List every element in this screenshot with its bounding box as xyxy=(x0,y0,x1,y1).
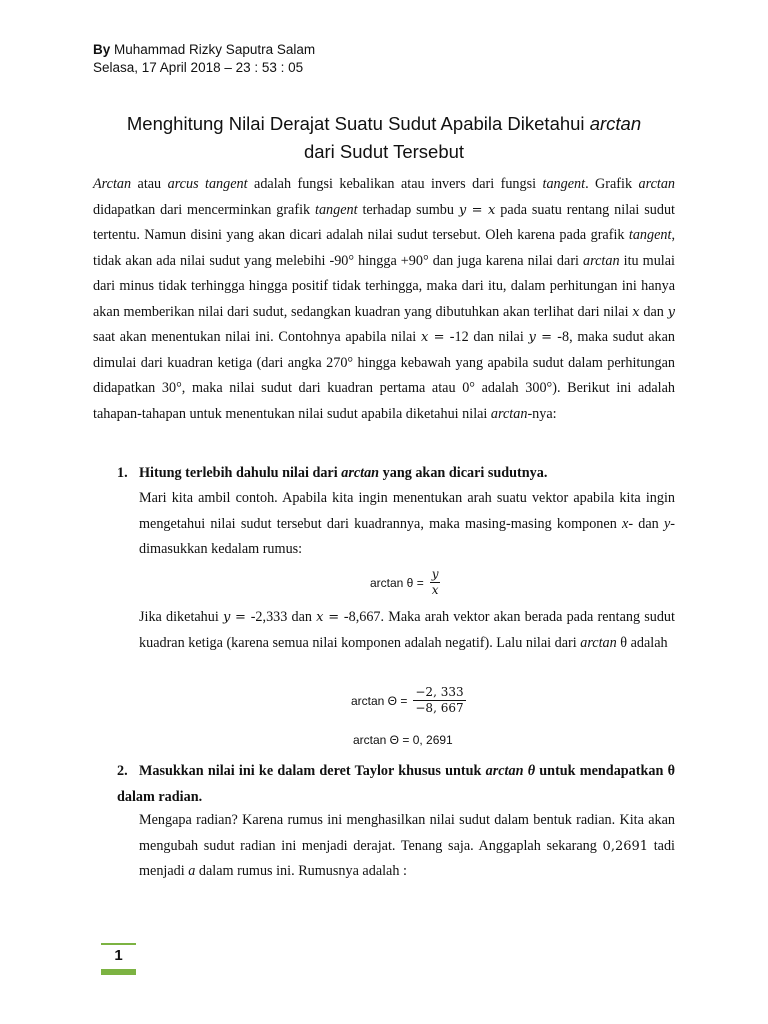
document-header xyxy=(93,41,315,77)
footer-accent-bar xyxy=(101,943,136,945)
text: - dimasukkan kedalam rumus: xyxy=(139,515,675,557)
title-italic: arctan xyxy=(589,113,642,134)
text: -12 dan nilai xyxy=(449,329,529,345)
math-x-eq: x = xyxy=(420,330,450,345)
document-title xyxy=(60,110,708,166)
title-text: Menghitung Nilai Derajat Suatu Sudut Apabila Diketahui xyxy=(126,113,590,134)
text: terhadap sumbu xyxy=(357,201,459,218)
step-2-heading xyxy=(117,759,675,810)
term-tangent: tangent xyxy=(542,176,586,192)
equation-arctan-result xyxy=(353,733,456,747)
text: dalam rumus ini. Rumusnya adalah : xyxy=(195,863,407,879)
text: saat akan menentukan nilai ini. Contohnya apabila nilai xyxy=(93,329,421,345)
equation-lhs: arctan θ = xyxy=(370,575,424,590)
text: atau xyxy=(131,176,168,192)
math-y-eq: y = xyxy=(528,330,558,345)
step-number: 2. xyxy=(117,763,128,779)
step-number: 1. xyxy=(117,465,128,481)
numerator: −2, 333 xyxy=(415,685,464,699)
text: didapatkan dari mencerminkan grafik xyxy=(93,201,315,218)
text: , tidak akan ada nilai sudut yang melebihi -90° hingga +90° dan juga karena nilai dari xyxy=(93,227,675,269)
text: dan xyxy=(639,303,668,320)
text: -2,333 dan xyxy=(250,609,317,625)
text: . Grafik xyxy=(585,176,633,192)
text: pada suatu rentang nilai sudut tertentu. Namun disini yang akan dicari adalah nilai sudut tersebut. Oleh karena pada grafik xyxy=(93,201,675,243)
text: itu mulai dari minus tidak terhingga hingga positif tidak terhingga, maka dari itu, dalam perhitungan ini hanya akan memberikan nilai dari sudut, sedangkan kuadran yang dibutuhkan akan terlihat dari nilai xyxy=(93,252,675,320)
term-arctan: arctan xyxy=(580,634,617,651)
text: Mari kita ambil contoh. Apabila kita ingin menentukan arah suatu vektor apabila kita ingin mengetahui nilai sudut tersebut dari kuadrannya, maka masing-masing komponen xyxy=(139,490,675,532)
footer-accent-bar xyxy=(101,969,136,975)
numerator: y xyxy=(431,567,439,581)
page-footer xyxy=(101,943,136,975)
title-line-2: dari Sudut Tersebut xyxy=(303,141,465,162)
term-arctan: arctan xyxy=(583,252,620,269)
step-1-body-2 xyxy=(139,605,675,656)
math-y-eq: y = xyxy=(222,610,251,625)
text: -8,667. Maka arah vektor akan berada pada rentang sudut kuadran ketiga (karena semua nilai komponen adalah negatif). Lalu nilai dari xyxy=(139,609,675,651)
math-x: x xyxy=(632,304,640,320)
author-name: Muhammad Rizky Saputra Salam xyxy=(114,42,316,57)
term-arctan: arctan xyxy=(638,176,676,192)
text: -8, maka sudut akan dimulai dari kuadran ketiga (dari angka 270° hingga kebawah yang apabila sudut dalam perhitungan didapatkan 30°, maka nilai sudut dari kuadran pertama atau 0° adalah 300°). Berikut ini adalah tahapan-tahapan untuk menentukan nilai sudut apabila diketahui nilai xyxy=(93,329,675,422)
denominator: x xyxy=(431,583,439,597)
term-arctan: arctan xyxy=(490,405,528,422)
math-x: x xyxy=(622,515,629,532)
denominator: −8, 667 xyxy=(415,701,464,715)
term-tangent: tangent xyxy=(315,201,358,218)
text: θ adalah xyxy=(616,634,668,651)
text: Masukkan nilai ini ke dalam deret Taylor khusus untuk xyxy=(139,763,486,779)
term-arctan: arctan xyxy=(341,465,380,481)
step-2-body xyxy=(139,808,675,885)
math-a: a xyxy=(188,863,196,879)
text: Hitung terlebih dahulu nilai dari xyxy=(139,465,342,481)
equation-result: arctan Θ = 0, 2691 xyxy=(353,733,453,747)
fraction xyxy=(430,567,441,598)
text: untuk mendapatkan θ dalam radian. xyxy=(117,763,676,805)
text: Mengapa radian? Karena rumus ini menghasilkan nilai sudut dalam bentuk radian. Kita akan mengubah sudut radian ini menjadi derajat. Tenang saja. Anggaplah sekarang xyxy=(139,812,675,854)
term-tangent: tangent xyxy=(628,227,672,243)
equation-arctan-fraction xyxy=(351,685,466,716)
author-line xyxy=(93,41,315,59)
fraction xyxy=(413,685,465,716)
by-label: By xyxy=(93,42,111,57)
term-arctan: Arctan xyxy=(93,176,132,192)
text: adalah fungsi kebalikan atau invers dari fungsi xyxy=(247,176,543,192)
term-arcus-tangent: arcus tangent xyxy=(167,176,248,192)
step-1-body xyxy=(139,486,675,563)
math-value: 0,2691 xyxy=(602,838,649,854)
equation-arctan-y-over-x xyxy=(370,567,440,598)
text: - dan xyxy=(628,515,664,532)
term-arctan-theta: arctan θ xyxy=(485,763,536,779)
math-y: y xyxy=(663,515,671,532)
intro-paragraph xyxy=(93,172,675,427)
date-line: Selasa, 17 April 2018 – 23 : 53 : 05 xyxy=(93,60,304,75)
math-expr: y = x xyxy=(458,202,496,218)
math-y: y xyxy=(667,304,675,320)
text: yang akan dicari sudutnya. xyxy=(379,465,548,481)
text: -nya: xyxy=(527,405,557,422)
title-line-1 xyxy=(60,110,708,138)
page-number: 1 xyxy=(114,947,123,964)
math-x-eq: x = xyxy=(316,610,344,625)
step-1-heading xyxy=(117,461,547,487)
text: Jika diketahui xyxy=(139,609,223,625)
text: tadi menjadi xyxy=(139,837,675,879)
equation-lhs: arctan Θ = xyxy=(351,693,408,708)
